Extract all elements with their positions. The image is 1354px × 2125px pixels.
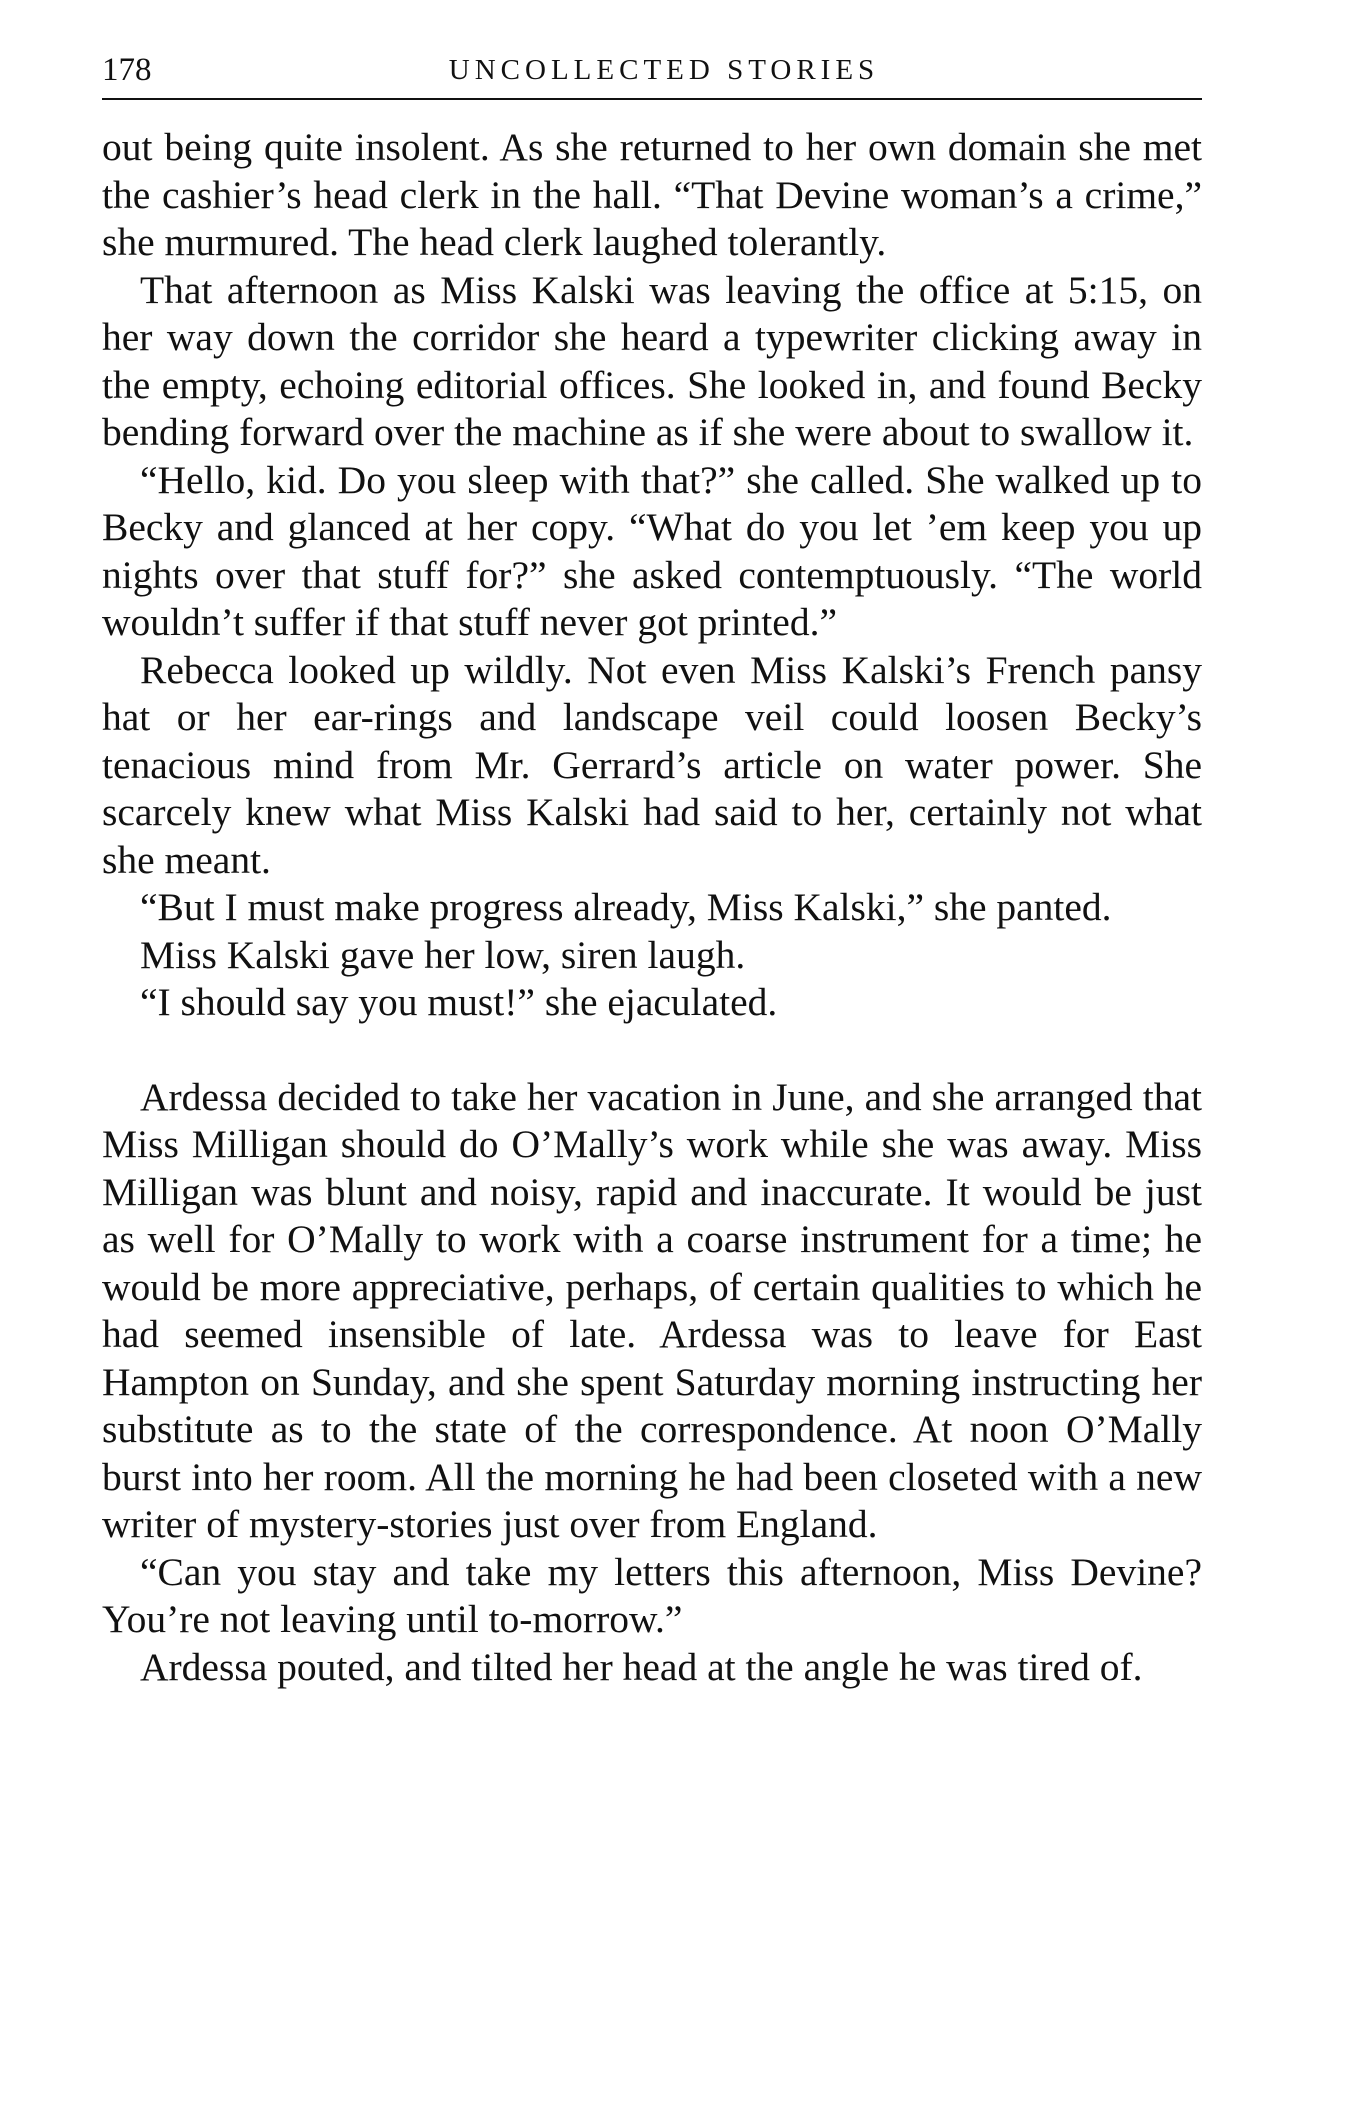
paragraph: Miss Kalski gave her low, siren laugh.: [140, 932, 746, 977]
paragraph: Ardessa decided to take her vacation in June, and she arranged that Miss Milligan should do O’Mally’s work while she was away. Miss Milligan was blunt and noisy, rapid and inaccurate. It would be just as well for O’Mally to work with a coarse instrument for a time; he would be more appreciative, perhaps, of certain qualities to which he had seemed insensible of late. Ardessa was to leave for East Hampton on Sunday, and she spent Saturday morning instructing her substitute as to the state of the correspondence. At noon O’Mally burst into her room. All the morning he had been closeted with a new writer of mystery-stories just over from England.: [102, 1074, 1202, 1546]
page-header: [102, 48, 1202, 92]
paragraph: That afternoon as Miss Kalski was leaving the office at 5:15, on her way down the corridor she heard a typewriter clicking away in the empty, echoing editorial offices. She looked in, and found Becky bending forward over the machine as if she were about to swallow it.: [102, 267, 1202, 454]
paragraph: out being quite insolent. As she returned to her own domain she met the cashier’s head clerk in the hall. “That Devine woman’s a crime,” she murmured. The head clerk laughed tolerantly.: [102, 125, 1202, 264]
header-rule: [102, 98, 1202, 100]
page-number: 178: [102, 52, 152, 88]
paragraph: Ardessa pouted, and tilted her head at the angle he was tired of.: [140, 1644, 1143, 1689]
section-break: [102, 1027, 1202, 1074]
paragraph: “Can you stay and take my letters this afternoon, Miss Devine? You’re not leaving until to-morrow.”: [102, 1549, 1202, 1641]
body-text: [102, 124, 1202, 1691]
paragraph: Rebecca looked up wildly. Not even Miss Kalski’s French pansy hat or her ear-rings and landscape veil could loosen Becky’s tenacious mind from Mr. Gerrard’s article on water power. She scarcely knew what Miss Kalski had said to her, certainly not what she meant.: [102, 647, 1202, 882]
paragraph: “But I must make progress already, Miss Kalski,” she panted.: [140, 885, 1112, 929]
paragraph: “I should say you must!” she ejaculated.: [140, 980, 778, 1024]
running-head: UNCOLLECTED STORIES: [448, 54, 880, 86]
paragraph: “Hello, kid. Do you sleep with that?” she called. She walked up to Becky and glanced at her copy. “What do you let ’em keep you up nights over that stuff for?” she asked contemptuously. “The world wouldn’t suffer if that stuff never got printed.”: [102, 457, 1202, 644]
